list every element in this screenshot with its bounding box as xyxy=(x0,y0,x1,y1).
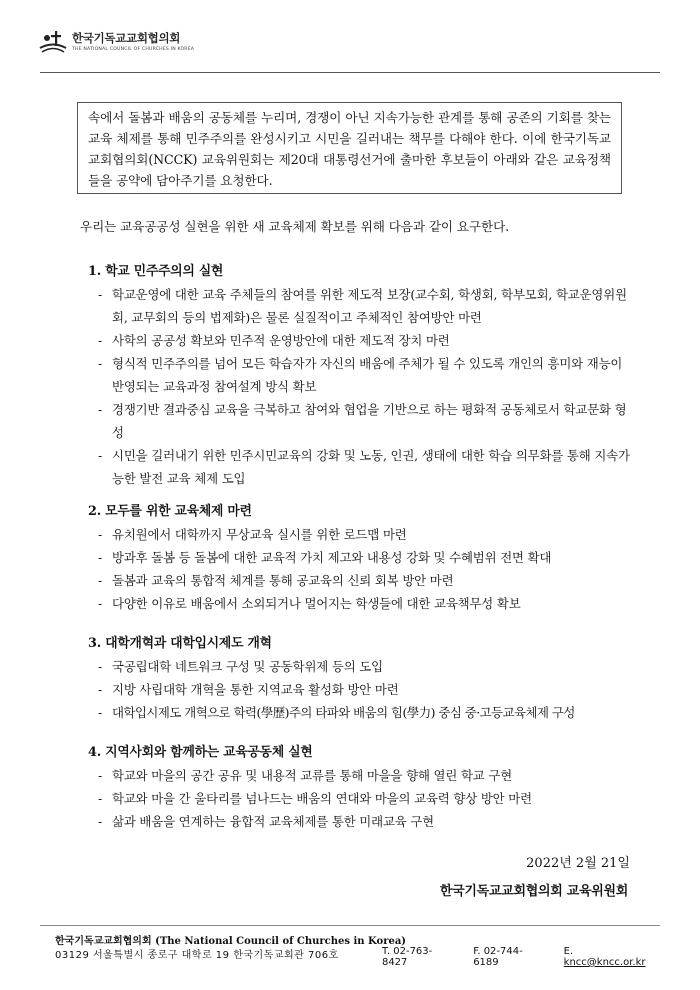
section-community-education xyxy=(88,741,633,833)
signer: 한국기독교교회협의회 교육위원회 xyxy=(439,884,628,899)
section-school-democracy xyxy=(88,260,633,490)
header-divider xyxy=(40,72,660,73)
list-item: - 학교운영에 대한 교육 주체들의 참여를 위한 제도적 보장(교수회, 학생회, 학부모회, 학교운영위원회, 교무회의 등의 법제화)은 물론 실질적이고 주체적인 참여방안 마련 xyxy=(98,287,627,325)
document-date: 2022년 2월 21일 xyxy=(526,856,630,871)
list-item: - 국공립대학 네트워크 구성 및 공동학위제 등의 도입 xyxy=(98,659,383,674)
footer-tel: T. 02-763-8427 xyxy=(381,946,433,968)
list-item: - 사학의 공공성 확보와 민주적 운영방안에 대한 제도적 장치 마련 xyxy=(98,333,450,348)
list-item: - 돌봄과 교육의 통합적 체계를 통해 공교육의 신뢰 회복 방안 마련 xyxy=(98,573,454,588)
list-item: - 삶과 배움을 연계하는 융합적 교육체제를 통한 미래교육 구현 xyxy=(98,814,435,829)
section-title: 4. 지역사회와 함께하는 교육공동체 실현 xyxy=(88,745,313,760)
list-item: - 학교와 마을 간 울타리를 넘나드는 배움의 연대와 마을의 교육력 향상 방안 마련 xyxy=(98,791,532,806)
list-item: - 학교와 마을의 공간 공유 및 내용적 교류를 통해 마을을 향해 열린 학교 구현 xyxy=(98,768,513,783)
intro-text: 속에서 돌봄과 배움의 공동체를 누리며, 경쟁이 아닌 지속가능한 관계를 통해 공존의 기회를 찾는 교육 체제를 통해 민주주의를 완성시키고 시민을 길러내는 책무를 다해야 한다. 이에 한국기독교교회협의회(NCCK) 교육위원회는 제20대 대통령선거에 출마한 후보들이 아래와 같은 교육정책들을 공약에 담아주기를 요청한다. xyxy=(88,110,611,188)
section-title: 1. 학교 민주주의의 실현 xyxy=(88,264,224,279)
list-item: - 대학입시제도 개혁으로 학력(學歷)주의 타파와 배움의 힘(學力) 중심 중·고등교육체제 구성 xyxy=(98,705,575,720)
section-university-reform xyxy=(88,632,633,724)
letterhead-org-name-en: THE NATIONAL COUNCIL OF CHURCHES IN KOREA xyxy=(72,47,195,52)
section-education-for-all xyxy=(88,500,633,615)
ncck-cross-logo-icon xyxy=(38,28,68,54)
email-link[interactable]: kncc@kncc.or.kr xyxy=(563,957,646,968)
list-item: - 경쟁기반 결과중심 교육을 극복하고 참여와 협업을 기반으로 하는 평화적 공동체로서 학교문화 형성 xyxy=(98,402,627,440)
list-item: - 다양한 이유로 배움에서 소외되거나 멀어지는 학생들에 대한 교육책무성 확보 xyxy=(98,596,521,611)
footer-contact xyxy=(55,946,655,968)
list-item: - 방과후 돌봄 등 돌봄에 대한 교육적 가치 제고와 내용성 강화 및 수혜범위 전면 확대 xyxy=(98,550,552,565)
section-title: 2. 모두를 위한 교육체제 마련 xyxy=(88,504,252,519)
list-item: - 지방 사립대학 개혁을 통한 지역교육 활성화 방안 마련 xyxy=(98,682,399,697)
footer-divider xyxy=(40,925,660,926)
footer-address: 03129 서울특별시 종로구 대학로 19 한국기독교회관 706호 xyxy=(55,950,339,961)
footer-fax: F. 02-744-6189 xyxy=(473,946,523,968)
letterhead-org-name: 한국기독교교회협의회 xyxy=(72,31,181,45)
footer-org: 한국기독교교회협의회 (The National Council of Churches in Korea) xyxy=(55,936,407,947)
section-title: 3. 대학개혁과 대학입시제도 개혁 xyxy=(88,636,272,651)
list-item: - 유치원에서 대학까지 무상교육 실시를 위한 로드맵 마련 xyxy=(98,527,407,542)
request-statement: 우리는 교육공공성 실현을 위한 새 교육체제 확보를 위해 다음과 같이 요구한다. xyxy=(80,219,510,234)
footer-email: E. kncc@kncc.or.kr xyxy=(563,946,646,968)
letterhead xyxy=(38,28,194,54)
intro-paragraph-box xyxy=(77,102,622,194)
list-item: - 형식적 민주주의를 넘어 모든 학습자가 자신의 배움에 주체가 될 수 있도록 개인의 흥미와 재능이 반영되는 교육과정 참여설계 방식 확보 xyxy=(98,356,623,394)
list-item: - 시민을 길러내기 위한 민주시민교육의 강화 및 노동, 인권, 생태에 대한 학습 의무화를 통해 지속가능한 발전 교육 체제 도입 xyxy=(98,448,630,486)
